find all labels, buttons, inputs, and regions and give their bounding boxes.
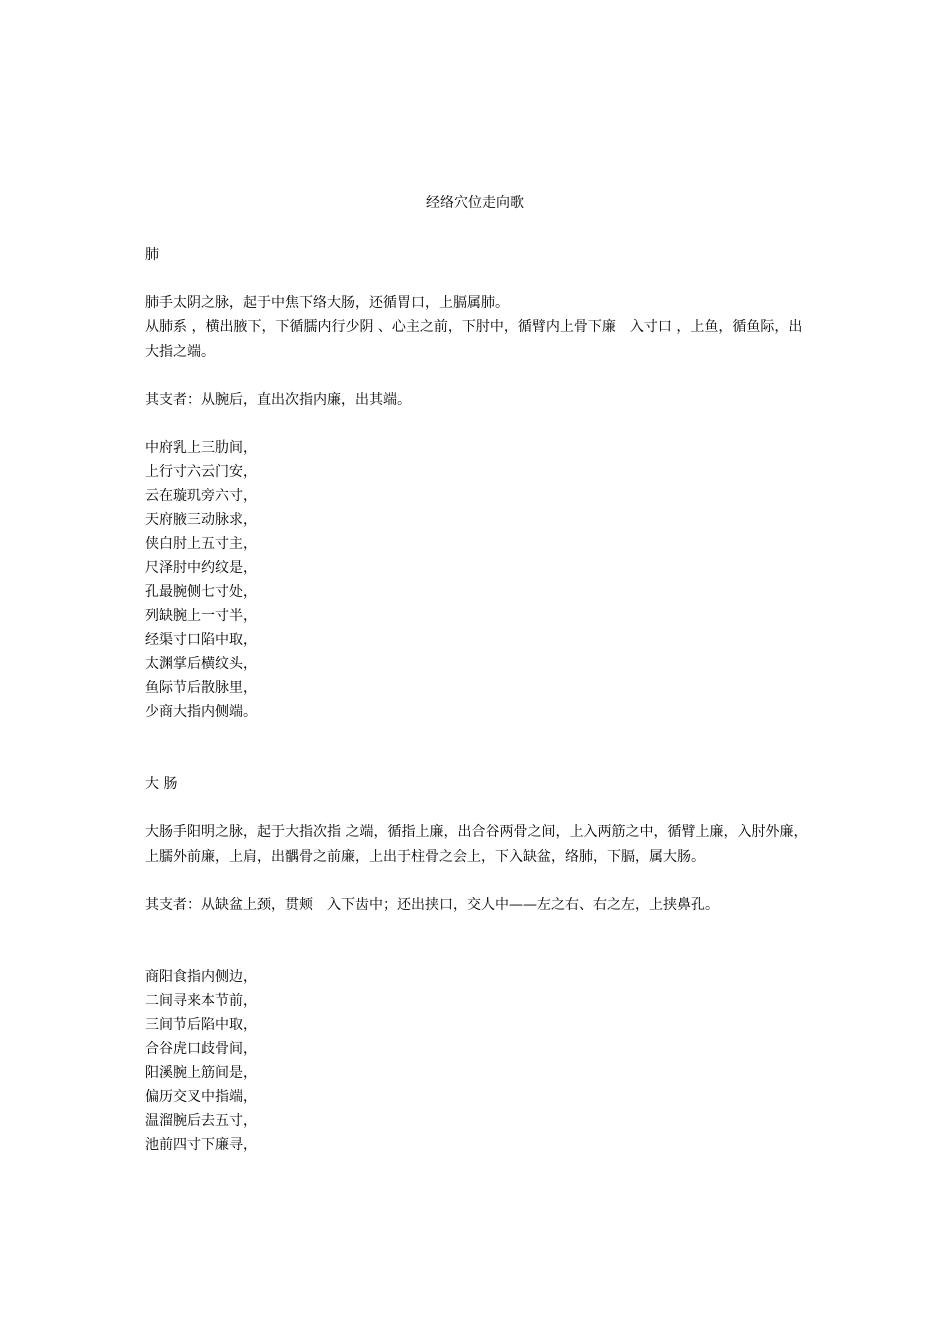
spacer [145,364,810,388]
song-line: 池前四寸下廉寻， [145,1137,257,1153]
song-line: 合谷虎口歧骨间， [145,1041,257,1057]
song-line: 孔最腕侧七寸处， [145,584,257,600]
spacer [145,267,810,291]
song-line: 中府乳上三肋间， [145,440,257,456]
song-line: 上行寸六云门安， [145,464,257,480]
spacer [145,917,810,965]
lung-meridian-line-2: 从肺系 ，横出腋下，下循臑内行少阴 、心主之前，下肘中，循臂内上骨下廉 入寸口 ，上鱼，循鱼际，出大指之端。 [145,319,803,360]
lung-branch: 其支者：从腕后，直出次指内廉，出其端。 [145,392,411,408]
song-line: 鱼际节后散脉里， [145,680,257,696]
song-line: 阳溪腕上筋间是， [145,1065,257,1081]
large-intestine-song [145,965,810,1157]
song-line: 列缺腕上一寸半， [145,608,257,624]
large-intestine-branch: 其支者：从缺盆上颈，贯颊 入下齿中；还出挟口，交人中——左之右、右之左，上挟鼻孔。 [145,897,719,913]
section-heading-lung: 肺 [145,247,159,263]
spacer [145,412,810,436]
song-line: 温溜腕后去五寸， [145,1113,257,1129]
spacer [145,796,810,820]
large-intestine-meridian: 大肠手阳明之脉，起于大指次指 之端，循指上廉，出合谷两骨之间，上入两筋之中，循臂上廉，入肘外廉，上臑外前廉，上肩，出髃骨之前廉，上出于柱骨之会上，下入缺盆，络肺，下膈，属大肠。 [145,824,808,865]
spacer [145,724,810,772]
section-heading-large-intestine: 大 肠 [145,776,178,792]
song-line: 经渠寸口陷中取， [145,632,257,648]
song-line: 尺泽肘中约纹是， [145,560,257,576]
song-line: 三间节后陷中取， [145,1017,257,1033]
song-line: 少商大指内侧端。 [145,704,257,720]
lung-song [145,436,810,724]
document-body [145,243,810,1157]
song-line: 偏历交叉中指端， [145,1089,257,1105]
document-title: 经络穴位走向歌 [426,195,524,211]
song-line: 商阳食指内侧边， [145,969,257,985]
song-line: 天府腋三动脉求， [145,512,257,528]
spacer [145,869,810,893]
song-line: 侠白肘上五寸主， [145,536,257,552]
song-line: 二间寻来本节前， [145,993,257,1009]
song-line: 云在璇玑旁六寸， [145,488,257,504]
lung-meridian-line-1: 肺手太阴之脉，起于中焦下络大肠，还循胃口，上膈属肺。 [145,295,509,311]
song-line: 太渊掌后横纹头， [145,656,257,672]
